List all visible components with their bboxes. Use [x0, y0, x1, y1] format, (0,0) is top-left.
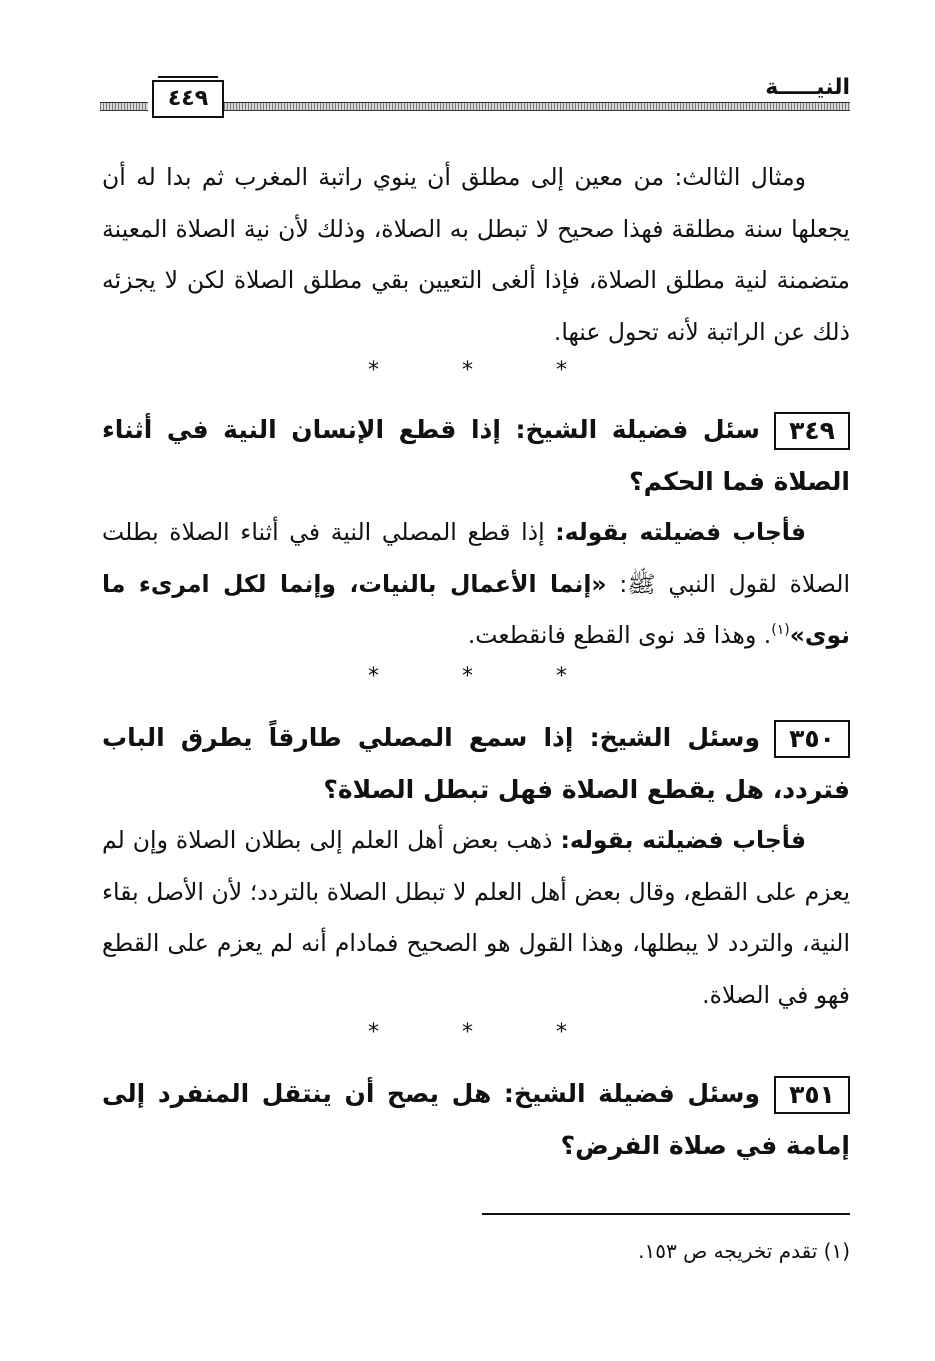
question-text: سئل فضيلة الشيخ: إذا قطع الإنسان النية في أثناء الصلاة فما الحكم؟	[102, 415, 850, 496]
question-351	[102, 1068, 850, 1171]
question-350	[102, 712, 850, 1021]
section-separator: * * *	[368, 1020, 605, 1045]
header-rule-left	[100, 102, 148, 111]
question-number: ٣٥٠	[774, 720, 850, 758]
question-349	[102, 404, 850, 662]
answer-text: ذهب بعض أهل العلم إلى بطلان الصلاة وإن لم يعزم على القطع، وقال بعض أهل العلم لا تبطل الصلاة بالتردد؛ لأن الأصل بقاء النية، والتردد لا يبطلها، وهذا القول هو الصحيح فمادام أنه لم يعزم على القطع فهو في الصلاة.	[102, 826, 850, 1009]
header-rule-right	[224, 102, 850, 111]
answer-lead: فأجاب فضيلته بقوله:	[560, 826, 806, 854]
question-text: وسئل فضيلة الشيخ: هل يصح أن ينتقل المنفرد إلى إمامة في صلاة الفرض؟	[102, 1079, 850, 1160]
section-separator: * * *	[368, 358, 605, 383]
text-line: الصلاة لكن لا يجزئه ذلك عن الراتبة لأنه تحول عنها.	[102, 266, 850, 346]
footnote-rule	[482, 1213, 850, 1215]
text-line: ومثال الثالث: من معين إلى مطلق أن ينوي راتبة المغرب ثم بدا	[166, 163, 806, 191]
text-line: الصلاة المعينة متضمنة لنية مطلق الصلاة، فإذا ألغى التعيين بقي مطلق	[102, 214, 850, 294]
page-number: ٤٤٩	[152, 80, 224, 118]
section-separator: * * *	[368, 664, 605, 689]
running-title: النيـــــة	[755, 74, 850, 102]
footnote-ref[interactable]: (١)	[771, 622, 790, 639]
hadith-quote: «إنما الأعمال بالنيات، وإنما لكل امرىء ما نوى»	[102, 569, 850, 649]
question-text: وسئل الشيخ: إذا سمع المصلي طارقاً يطرق الباب فتردد، هل يقطع الصلاة فهل تبطل الصلاة؟	[102, 723, 850, 804]
paragraph-example-three	[102, 152, 850, 358]
footnote: (١) تقدم تخريجه ص ١٥٣.	[638, 1239, 850, 1263]
answer-text-end: . وهذا قد نوى القطع فانقطعت.	[467, 621, 772, 649]
answer-lead: فأجاب فضيلته بقوله:	[555, 518, 806, 546]
question-number: ٣٥١	[774, 1076, 850, 1114]
answer-text: إذا قطع المصلي النية في أثناء الصلاة بطلت الصلاة لقول النبي ﷺ:	[102, 518, 850, 598]
text-line: له أن يجعلها سنة مطلقة فهذا صحيح لا تبطل به الصلاة، وذلك لأن نية	[102, 163, 850, 243]
question-number: ٣٤٩	[774, 412, 850, 450]
page-header	[100, 75, 850, 120]
